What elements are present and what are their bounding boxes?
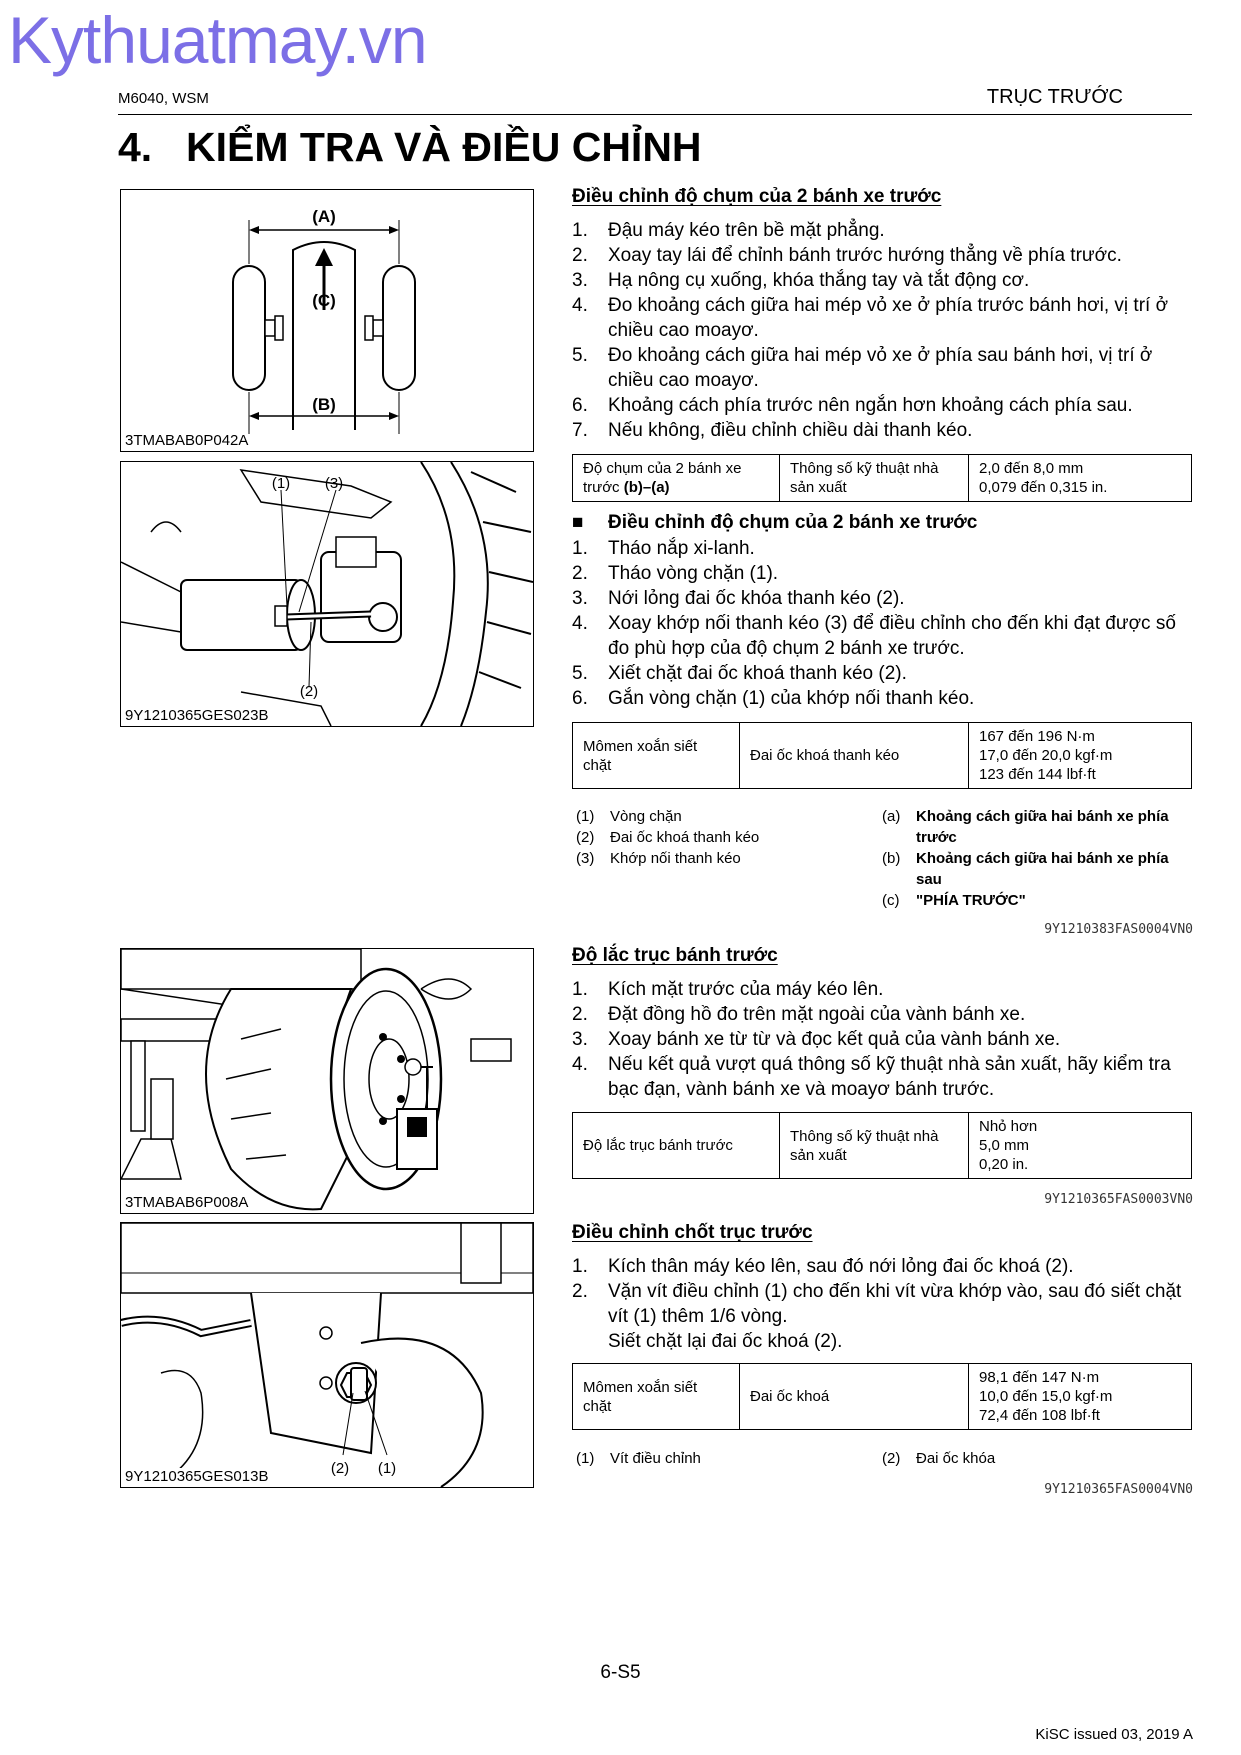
step-number: 2. <box>572 1004 588 1025</box>
legend-dimensions <box>882 806 1192 911</box>
step-number: 6. <box>572 688 588 709</box>
step-text: Đo khoảng cách giữa hai mép vỏ xe ở phía trước bánh hơi, vị trí ở chiều cao moayơ. <box>608 295 1169 341</box>
section-title-runout: Độ lắc trục bánh trước <box>572 945 778 966</box>
step-number: 7. <box>572 420 588 441</box>
issued-note: KiSC issued 03, 2019 A <box>1035 1726 1193 1743</box>
spec-label: Thông số kỹ thuật nhà sản xuất <box>780 1113 969 1179</box>
step-item <box>572 1027 1192 1052</box>
pivot-torque-table <box>572 1363 1192 1430</box>
figure-label-b: (B) <box>312 395 336 414</box>
step-number: 2. <box>572 563 588 584</box>
legend-item <box>576 848 866 869</box>
step-number: 1. <box>572 979 588 1000</box>
step-text: Xoay khớp nối thanh kéo (3) để điều chỉnh cho đến khi đạt được số đo phù hợp của độ chụm 2 bánh xe trước. <box>608 613 1176 659</box>
figure-pivot-screw <box>120 1222 534 1488</box>
step-text: Kích thân máy kéo lên, sau đó nới lỏng đai ốc khoá (2). <box>608 1256 1074 1277</box>
torque-value: 167 đến 196 N·m 17,0 đến 20,0 kgf·m 123 đến 144 lbf·ft <box>969 723 1192 789</box>
spec-item: Độ chụm của 2 bánh xe trước (b)–(a) <box>573 455 780 502</box>
step-number: 4. <box>572 295 588 316</box>
toe-in-torque-table <box>572 722 1192 789</box>
step-item <box>572 218 1192 243</box>
torque-value: 98,1 đến 147 N·m 10,0 đến 15,0 kgf·m 72,4 đến 108 lbf·ft <box>969 1364 1192 1430</box>
reference-code: 9Y1210365FAS0003VN0 <box>1044 1192 1193 1207</box>
step-number: 4. <box>572 613 588 634</box>
torque-item: Đai ốc khoá <box>740 1364 969 1430</box>
legend-text: Khoảng cách giữa hai bánh xe phía trước <box>916 808 1169 846</box>
section-title-pivot: Điều chỉnh chốt trục trước <box>572 1222 813 1243</box>
step-number: 1. <box>572 220 588 241</box>
torque-label: Mômen xoắn siết chặt <box>573 1364 740 1430</box>
legend-parts <box>576 806 866 869</box>
step-text: Nếu kết quả vượt quá thông số kỹ thuật nhà sản xuất, hãy kiểm tra bạc đạn, vành bánh xe và moayơ bánh trước. <box>608 1054 1171 1100</box>
step-item <box>572 1254 1192 1279</box>
step-number: 3. <box>572 270 588 291</box>
spec-item: Độ lắc trục bánh trước <box>573 1113 780 1179</box>
step-number: 3. <box>572 588 588 609</box>
subsection-title: ■ Điều chỉnh độ chụm của 2 bánh xe trước <box>572 512 978 533</box>
figure-runout-gauge <box>120 948 534 1214</box>
legend-item <box>576 1448 866 1469</box>
step-item <box>572 393 1192 418</box>
legend-item <box>882 890 1192 911</box>
legend-text: Đai ốc khóa <box>916 1450 996 1467</box>
step-item <box>572 586 1192 611</box>
step-text: Tháo nắp xi-lanh. <box>608 538 755 559</box>
spec-value: 2,0 đến 8,0 mm 0,079 đến 0,315 in. <box>969 455 1192 502</box>
step-text: Đặt đồng hồ đo trên mặt ngoài của vành bánh xe. <box>608 1004 1026 1025</box>
step-number: 4. <box>572 1054 588 1075</box>
legend-key: (c) <box>882 892 900 909</box>
legend-key: (3) <box>576 850 595 867</box>
step-item <box>572 611 1192 661</box>
legend-key: (2) <box>882 1450 901 1467</box>
figure-label-c: (C) <box>312 291 336 310</box>
step-number <box>572 1329 608 1354</box>
legend-text: "PHÍA TRƯỚC" <box>916 892 1026 909</box>
step-text: Đo khoảng cách giữa hai mép vỏ xe ở phía sau bánh hơi, vị trí ở chiều cao moayơ. <box>608 345 1153 391</box>
figure-label-2: (2) <box>299 683 319 700</box>
step-item <box>572 977 1192 1002</box>
figure-code: 9Y1210365GES023B <box>125 707 269 724</box>
step-text: Hạ nông cụ xuống, khóa thắng tay và tắt động cơ. <box>608 270 1030 291</box>
reference-code: 9Y1210383FAS0004VN0 <box>1044 922 1193 937</box>
step-item <box>572 243 1192 268</box>
step-text: Nếu không, điều chỉnh chiều dài thanh kéo. <box>608 420 973 441</box>
pivot-steps <box>572 1254 1192 1354</box>
legend-text: Vít điều chỉnh <box>610 1450 701 1467</box>
figure-toe-in-diagram <box>120 189 534 452</box>
spec-value: Nhỏ hơn 5,0 mm 0,20 in. <box>969 1113 1192 1179</box>
step-text: Vặn vít điều chỉnh (1) cho đến khi vít vừa khớp vào, sau đó siết chặt vít (1) thêm 1/6 vòng. <box>608 1281 1182 1327</box>
figure-label-a: (A) <box>312 207 336 226</box>
figure-label-1: (1) <box>271 475 291 492</box>
legend-item <box>882 848 1192 890</box>
spec-label: Thông số kỹ thuật nhà sản xuất <box>780 455 969 502</box>
toe-in-spec-table <box>572 454 1192 502</box>
reference-code: 9Y1210365FAS0004VN0 <box>1044 1482 1193 1497</box>
step-text: Tháo vòng chặn (1). <box>608 563 779 584</box>
toe-in-steps <box>572 218 1192 443</box>
legend-key: (1) <box>576 808 595 825</box>
step-text: Khoảng cách phía trước nên ngắn hơn khoảng cách phía sau. <box>608 395 1133 416</box>
step-number: 6. <box>572 395 588 416</box>
torque-label: Mômen xoắn siết chặt <box>573 723 740 789</box>
step-item <box>572 686 1192 711</box>
legend-text: Đai ốc khoá thanh kéo <box>610 829 760 846</box>
header-section: TRỤC TRƯỚC <box>986 86 1123 108</box>
header-model: M6040, WSM <box>118 90 209 107</box>
step-number: 2. <box>572 245 588 266</box>
legend-key: (a) <box>882 808 901 825</box>
step-number: 5. <box>572 663 588 684</box>
page-title: 4. KIỂM TRA VÀ ĐIỀU CHỈNH <box>118 124 702 170</box>
step-text: Xoay tay lái để chỉnh bánh trước hướng thẳng về phía trước. <box>608 245 1122 266</box>
step-item <box>572 536 1192 561</box>
step-text: Gắn vòng chặn (1) của khớp nối thanh kéo. <box>608 688 975 709</box>
legend-key: (b) <box>882 850 901 867</box>
step-text: Đậu máy kéo trên bề mặt phẳng. <box>608 220 885 241</box>
step-item <box>572 343 1192 393</box>
figure-code: 9Y1210365GES013B <box>125 1468 269 1485</box>
step-text: Xoay bánh xe từ từ và đọc kết quả của vành bánh xe. <box>608 1029 1061 1050</box>
step-item <box>572 1329 1192 1354</box>
figure-code: 3TMABAB0P042A <box>125 432 249 449</box>
legend-text: Khoảng cách giữa hai bánh xe phía sau <box>916 850 1169 888</box>
legend-item <box>882 806 1192 848</box>
step-item <box>572 561 1192 586</box>
watermark: Kythuatmay.vn <box>8 3 427 77</box>
torque-item: Đai ốc khoá thanh kéo <box>740 723 969 789</box>
section-title-toe-in: Điều chỉnh độ chụm của 2 bánh xe trước <box>572 186 942 207</box>
step-number: 2. <box>572 1281 588 1302</box>
page-number: 6-S5 <box>600 1662 641 1683</box>
step-item <box>572 418 1192 443</box>
step-number: 3. <box>572 1029 588 1050</box>
step-text: Kích mặt trước của máy kéo lên. <box>608 979 884 1000</box>
step-number: 1. <box>572 1256 588 1277</box>
step-number: 1. <box>572 538 588 559</box>
step-item <box>572 1279 1192 1329</box>
step-item <box>572 268 1192 293</box>
figure-tie-rod <box>120 461 534 727</box>
figure-label-2: (2) <box>330 1460 350 1477</box>
runout-steps <box>572 977 1192 1102</box>
legend-item <box>882 1448 1192 1469</box>
step-item <box>572 661 1192 686</box>
step-text: Xiết chặt đai ốc khoá thanh kéo (2). <box>608 663 907 684</box>
legend-item <box>576 806 866 827</box>
legend-text: Khớp nối thanh kéo <box>610 850 741 867</box>
figure-label-3: (3) <box>324 475 344 492</box>
header-rule <box>118 114 1192 115</box>
step-text: Siết chặt lại đai ốc khoá (2). <box>608 1331 843 1352</box>
legend-key: (2) <box>576 829 595 846</box>
legend-item <box>576 827 866 848</box>
step-number: 5. <box>572 345 588 366</box>
toe-in-sub-steps <box>572 536 1192 711</box>
legend-parts <box>882 1448 1192 1469</box>
figure-code: 3TMABAB6P008A <box>125 1194 249 1211</box>
step-item <box>572 293 1192 343</box>
step-item <box>572 1052 1192 1102</box>
step-text: Nới lỏng đai ốc khóa thanh kéo (2). <box>608 588 905 609</box>
legend-key: (1) <box>576 1450 595 1467</box>
figure-label-1: (1) <box>377 1460 397 1477</box>
step-item <box>572 1002 1192 1027</box>
legend-text: Vòng chặn <box>610 808 682 825</box>
runout-spec-table <box>572 1112 1192 1179</box>
legend-parts <box>576 1448 866 1469</box>
